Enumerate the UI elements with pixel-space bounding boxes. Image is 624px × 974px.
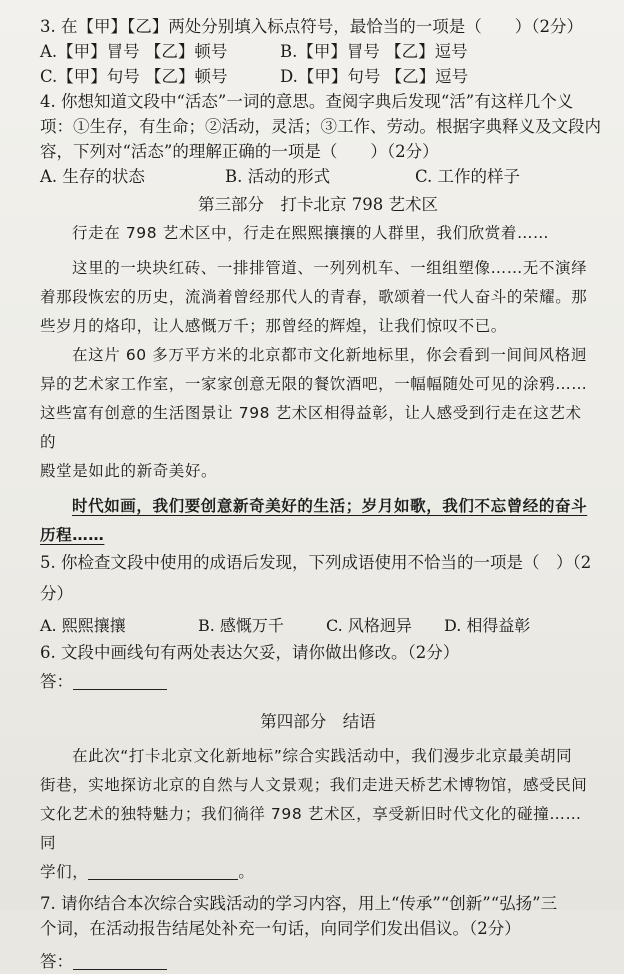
q3-option-d: D.【甲】句号 【乙】逗号	[280, 67, 469, 86]
q4-option-a: A. 生存的状态	[40, 167, 145, 186]
part3-paragraph-2-line2: 着那段恢宏的历史，流淌着曾经那代人的青春，歌颂着一代人奋斗的荣耀。那	[40, 288, 588, 306]
q7-answer-label: 答：	[40, 952, 73, 971]
part4-fill-blank[interactable]	[88, 865, 238, 880]
part3-paragraph-2-line3: 些岁月的烙印，让人感慨万千；那曾经的辉煌，让我们惊叹不已。	[40, 317, 507, 335]
q5-line1: 5. 你检查文段中使用的成语后发现，下列成语使用不恰当的一项是（ ）（2	[40, 553, 592, 572]
q5-option-d: D. 相得益彰	[444, 616, 531, 635]
part3-paragraph-1: 行走在 798 艺术区中，行走在熙熙攘攘的人群里，我们欣赏着……	[72, 224, 550, 242]
part3-paragraph-3-line1: 在这片 60 多万平方米的北京都市文化新地标里，你会看到一间间风格迥	[72, 346, 587, 364]
part3-underlined-sentence-line1	[40, 492, 596, 521]
q5-option-a: A. 熙熙攘攘	[40, 616, 126, 635]
part3-title: 第三部分 打卡北京 798 艺术区	[198, 195, 438, 214]
q7-answer-blank[interactable]	[73, 955, 167, 970]
q4-options	[40, 164, 596, 189]
q3-option-b: B.【甲】冒号 【乙】逗号	[280, 42, 468, 61]
q5-line2: 分）	[40, 584, 73, 603]
part3-paragraph-3-line2: 异的艺术家工作室，一家家创意无限的餐饮酒吧，一幅幅随处可见的涂鸦……	[40, 375, 588, 393]
q4-option-b: B. 活动的形式	[225, 167, 331, 186]
part3-underlined-sentence-line2	[40, 521, 596, 550]
part4-paragraph-line1: 在此次“打卡北京文化新地标”综合实践活动中，我们漫步北京最美胡同	[72, 747, 573, 765]
q4-line3: 容，下列对“活态”的理解正确的一项是（ ）（2分）	[40, 142, 439, 161]
part4-paragraph-line3: 文化艺术的独特魅力；我们徜徉 798 艺术区，享受新旧时代文化的碰撞……同	[40, 805, 582, 852]
part4-paragraph-line4	[40, 858, 596, 887]
underlined-text-2: 历程……	[40, 526, 105, 544]
part4-line4-end: 。	[238, 863, 255, 881]
q7-line1: 7. 请你结合本次综合实践活动的学习内容，用上“传承”“创新”“弘扬”三	[40, 894, 558, 913]
q3-stem: 3. 在【甲】【乙】两处分别填入标点符号，最恰当的一项是（ ）（2分）	[40, 17, 583, 36]
part3-paragraph-2-line1: 这里的一块块红砖、一排排管道、一列列机车、一组组塑像……无不演绎	[72, 259, 588, 277]
q6-stem: 6. 文段中画线句有两处表达欠妥，请你做出修改。（2分）	[40, 643, 460, 662]
part3-paragraph-3-line4: 殿堂是如此的新奇美好。	[40, 462, 218, 480]
q3-option-c: C.【甲】句号 【乙】顿号	[40, 67, 228, 86]
part4-title: 第四部分 结语	[260, 712, 376, 731]
q3-options-row2	[40, 64, 596, 89]
q6-answer-row	[40, 669, 596, 694]
q7-line2: 个词，在活动报告结尾处补充一句话，向同学们发出倡议。（2分）	[40, 919, 521, 938]
q6-answer-blank[interactable]	[73, 675, 167, 690]
q3-option-a: A.【甲】冒号 【乙】顿号	[40, 42, 228, 61]
q6-answer-label: 答：	[40, 672, 73, 691]
q4-option-c: C. 工作的样子	[415, 167, 521, 186]
q5-option-c: C. 风格迥异	[326, 616, 412, 635]
q5-options	[40, 612, 596, 640]
part4-line4-start: 学们，	[40, 863, 89, 881]
q5-option-b: B. 感慨万千	[198, 616, 284, 635]
underlined-text-1: 时代如画，我们要创意新奇美好的生活；岁月如歌，我们不忘曾经的奋斗	[72, 497, 588, 515]
q4-line2: 项：①生存，有生命；②活动，灵活；③工作、劳动。根据字典释义及文段内	[40, 117, 601, 136]
q4-line1: 4. 你想知道文段中“活态”一词的意思。查阅字典后发现“活”有这样几个义	[40, 92, 574, 111]
q7-answer-row	[40, 949, 596, 974]
part3-paragraph-3-line3: 这些富有创意的生活图景让 798 艺术区相得益彰，让人感受到行走在这艺术的	[40, 404, 582, 451]
q3-options-row1	[40, 39, 596, 64]
part4-paragraph-line2: 街巷，实地探访北京的自然与人文景观；我们走进天桥艺术博物馆，感受民间	[40, 776, 588, 794]
